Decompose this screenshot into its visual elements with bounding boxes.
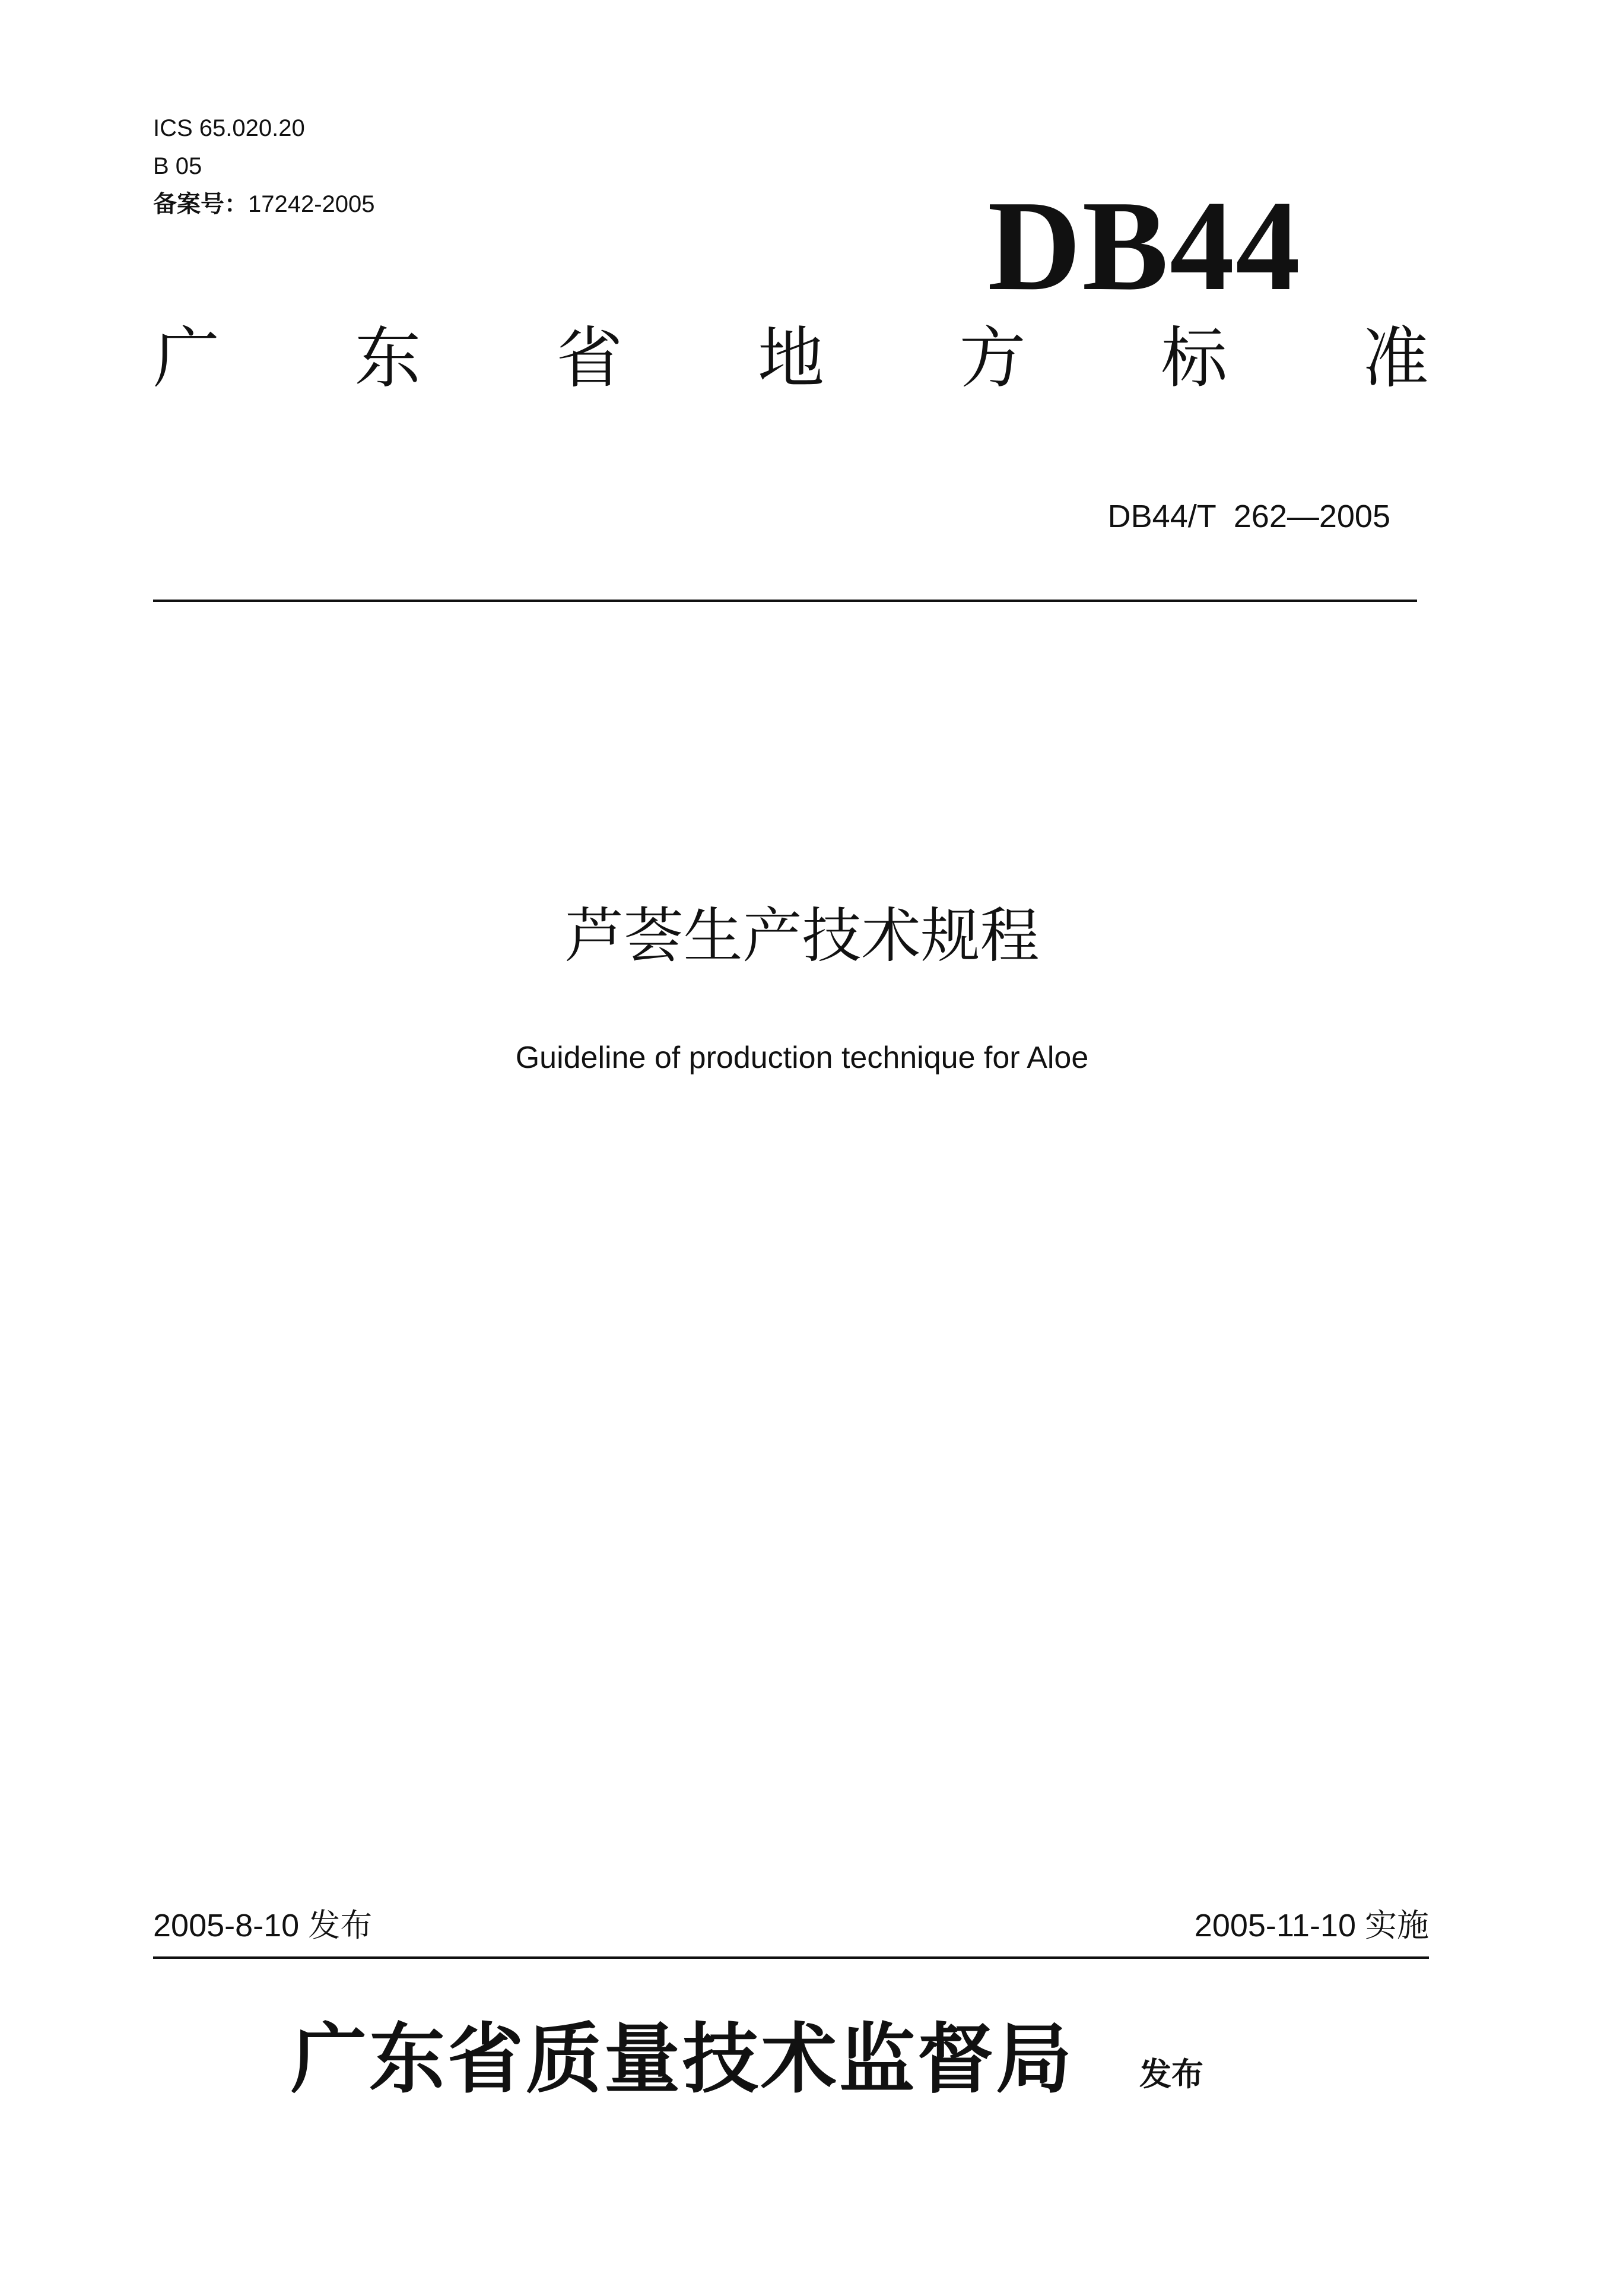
filing-number-value: 17242-2005 bbox=[248, 191, 375, 217]
document-title-english: Guideline of production technique for Aloe bbox=[515, 1041, 1089, 1075]
filing-number bbox=[153, 190, 375, 218]
issuer-suffix: 发布 bbox=[1139, 2057, 1204, 2092]
classification-code: B 05 bbox=[153, 153, 202, 179]
standard-type-char: 标 bbox=[1161, 322, 1228, 396]
standard-type-char: 准 bbox=[1362, 322, 1429, 396]
ics-code: ICS 65.020.20 bbox=[153, 115, 305, 141]
bottom-divider bbox=[153, 1956, 1429, 1959]
issuer-line bbox=[291, 2012, 1203, 2107]
issuing-authority: 广东省质量技术监督局 bbox=[291, 2018, 1075, 2102]
issue-date: 2005-8-10 发布 bbox=[153, 1908, 373, 1943]
standard-type-char: 广 bbox=[153, 322, 220, 396]
top-divider bbox=[153, 600, 1417, 602]
standard-number: DB44/T 262—2005 bbox=[1107, 499, 1390, 534]
standard-type-heading bbox=[153, 315, 1429, 404]
document-title-chinese: 芦荟生产技术规程 bbox=[564, 903, 1040, 969]
standard-type-char: 东 bbox=[354, 322, 421, 396]
implementation-date: 2005-11-10 实施 bbox=[1194, 1908, 1429, 1943]
standard-type-char: 地 bbox=[757, 322, 824, 396]
standard-type-char: 省 bbox=[556, 322, 623, 396]
standard-type-char: 方 bbox=[959, 322, 1026, 396]
filing-label: 备案号： bbox=[153, 191, 248, 217]
standard-logo: DB44 bbox=[987, 175, 1301, 318]
